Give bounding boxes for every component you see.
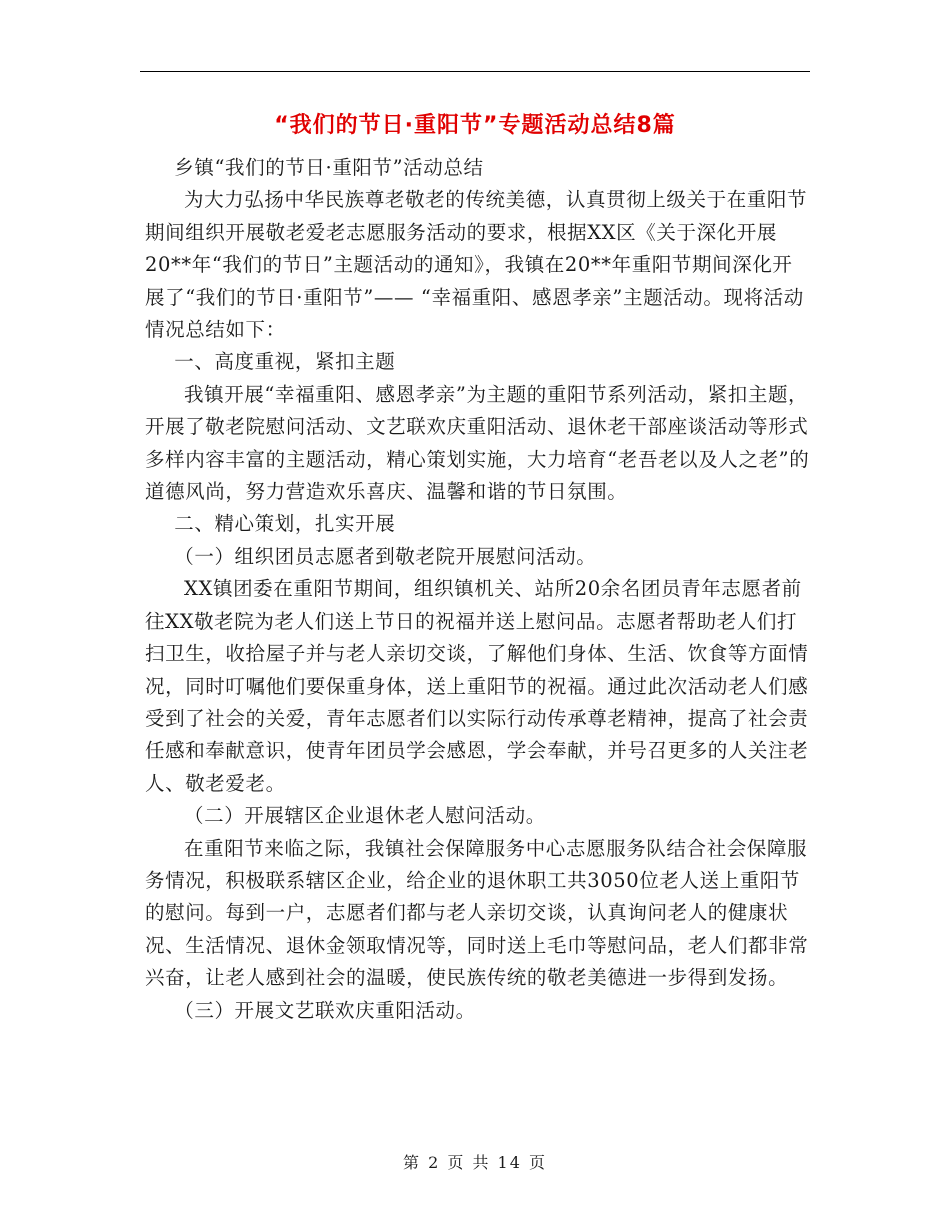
section-heading-2: 二、精心策划，扎实开展 xyxy=(174,512,396,536)
document-title: “我们的节日·重阳节”专题活动总结8篇 xyxy=(274,113,676,138)
section-heading-1: 一、高度重视，紧扣主题 xyxy=(174,350,396,374)
page-footer: 第 2 页 共 14 页 xyxy=(403,1153,547,1172)
subsection-1-paragraph: XX镇团委在重阳节期间，组织镇机关、站所20余名团员青年志愿者前往XX敬老院为老人们送上节日的祝福并送上慰问品。志愿者帮助老人们打扫卫生，收拾屋子并与老人亲切交谈，了解他们身体、生活、饮食等方面情况，同时叮嘱他们要保重身体，送上重阳节的祝福。通过此次活动老人们感受到了社会的关爱，青年志愿者们以实际行动传承尊老精神，提高了社会责任感和奉献意识，使青年团员学会感恩，学会奉献，并号召更多的人关注老人、敬老爱老。 xyxy=(145,577,809,795)
subsection-2-paragraph: 在重阳节来临之际，我镇社会保障服务中心志愿服务队结合社会保障服务情况，积极联系辖区企业，给企业的退休职工共3050位老人送上重阳节的慰问。每到一户，志愿者们都与老人亲切交谈，认真询问老人的健康状况、生活情况、退休金领取情况等，同时送上毛巾等慰问品，老人们都非常兴奋，让老人感到社会的温暖，使民族传统的敬老美德进一步得到发扬。 xyxy=(145,836,809,990)
subsection-heading-1: （一）组织团员志愿者到敬老院开展慰问活动。 xyxy=(174,544,597,568)
intro-paragraph: 为大力弘扬中华民族尊老敬老的传统美德，认真贯彻上级关于在重阳节期间组织开展敬老爱老志愿服务活动的要求，根据XX区《关于深化开展20**年“我们的节日”主题活动的通知》，我镇在20**年重阳节期间深化开展了“我们的节日·重阳节”—— “幸福重阳、感恩孝亲”主题活动。现将活动情况总结如下： xyxy=(145,188,808,342)
document-body xyxy=(145,152,810,1027)
subsection-heading-3: （三）开展文艺联欢庆重阳活动。 xyxy=(174,998,476,1022)
subsection-heading-2: （二）开展辖区企业退休老人慰问活动。 xyxy=(184,804,546,828)
header-rule xyxy=(140,71,810,72)
subtitle-paragraph: 乡镇“我们的节日·重阳节”活动总结 xyxy=(174,156,484,179)
section-1-paragraph: 我镇开展“幸福重阳、感恩孝亲”为主题的重阳节系列活动，紧扣主题，开展了敬老院慰问活动、文艺联欢庆重阳活动、退休老干部座谈活动等形式多样内容丰富的主题活动，精心策划实施，大力培育“老吾老以及人之老”的道德风尚，努力营造欢乐喜庆、温馨和谐的节日氛围。 xyxy=(145,382,810,504)
